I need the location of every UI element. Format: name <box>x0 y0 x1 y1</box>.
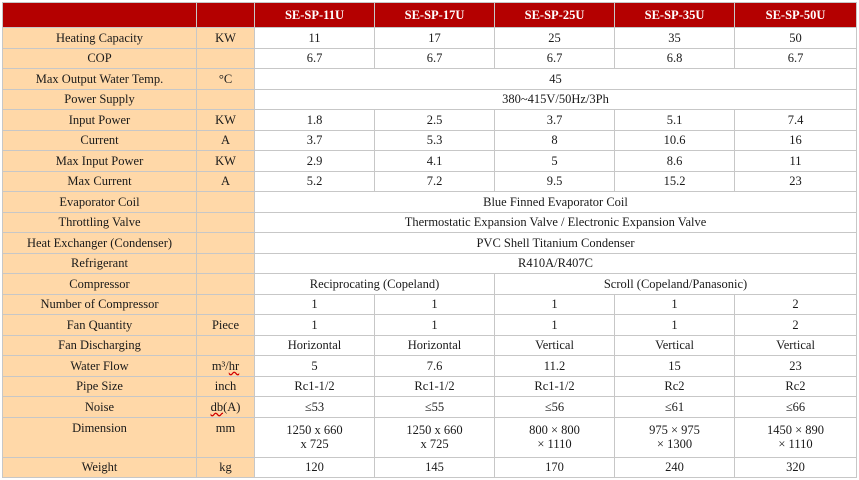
spec-value: Vertical <box>735 335 857 356</box>
spec-row <box>3 151 857 172</box>
model-header: SE-SP-25U <box>495 3 615 28</box>
spec-value: 800 × 800 × 1110 <box>495 417 615 457</box>
spec-label: Fan Quantity <box>3 315 197 336</box>
spec-unit: °C <box>197 69 255 90</box>
spec-unit: inch <box>197 376 255 397</box>
spec-value: ≤55 <box>375 397 495 418</box>
spec-row <box>3 233 857 254</box>
spec-label: Noise <box>3 397 197 418</box>
spec-value: 5.1 <box>615 110 735 131</box>
spec-row <box>3 397 857 418</box>
spec-value: 8.6 <box>615 151 735 172</box>
spec-unit <box>197 335 255 356</box>
spec-value: Rc1-1/2 <box>495 376 615 397</box>
spec-row <box>3 89 857 110</box>
spec-value: 1 <box>495 294 615 315</box>
spec-value: ≤53 <box>255 397 375 418</box>
spec-row <box>3 69 857 90</box>
spec-unit <box>197 274 255 295</box>
spec-row <box>3 48 857 69</box>
spec-unit <box>197 253 255 274</box>
spec-unit <box>197 89 255 110</box>
spec-value: 8 <box>495 130 615 151</box>
spec-value: Rc1-1/2 <box>375 376 495 397</box>
spec-label: Current <box>3 130 197 151</box>
spec-value: 6.7 <box>255 48 375 69</box>
spec-value: 2 <box>735 294 857 315</box>
spec-value: 3.7 <box>495 110 615 131</box>
spec-value: 5.3 <box>375 130 495 151</box>
spec-value: 2.5 <box>375 110 495 131</box>
spec-value: 11.2 <box>495 356 615 377</box>
spec-value: ≤56 <box>495 397 615 418</box>
spec-unit: A <box>197 171 255 192</box>
spec-value: 5 <box>255 356 375 377</box>
spec-value: 25 <box>495 28 615 49</box>
spec-value: 7.4 <box>735 110 857 131</box>
spec-value: Horizontal <box>255 335 375 356</box>
spec-value: 16 <box>735 130 857 151</box>
spec-unit: m³/hr <box>197 356 255 377</box>
spec-unit: KW <box>197 110 255 131</box>
spec-value: 1250 x 660 x 725 <box>375 417 495 457</box>
spec-value: Vertical <box>615 335 735 356</box>
spec-unit: KW <box>197 28 255 49</box>
spec-row <box>3 417 857 457</box>
spec-value: 1 <box>375 315 495 336</box>
spec-row <box>3 274 857 295</box>
spec-unit: KW <box>197 151 255 172</box>
spec-value: Vertical <box>495 335 615 356</box>
spec-label: Dimension <box>3 417 197 457</box>
spec-row <box>3 171 857 192</box>
spec-value: 23 <box>735 171 857 192</box>
spec-value: 1250 x 660 x 725 <box>255 417 375 457</box>
spec-value: 1 <box>615 315 735 336</box>
spec-value: 5 <box>495 151 615 172</box>
spec-value: 6.7 <box>495 48 615 69</box>
spec-value: Rc2 <box>735 376 857 397</box>
spec-value-merged: 45 <box>255 69 857 90</box>
spec-label: Heat Exchanger (Condenser) <box>3 233 197 254</box>
spec-value-merged: Reciprocating (Copeland) <box>255 274 495 295</box>
spec-value: 11 <box>735 151 857 172</box>
spec-value-merged: 380~415V/50Hz/3Ph <box>255 89 857 110</box>
spec-label: Fan Discharging <box>3 335 197 356</box>
spec-label: Max Output Water Temp. <box>3 69 197 90</box>
spec-row <box>3 253 857 274</box>
model-header: SE-SP-11U <box>255 3 375 28</box>
spec-label: Water Flow <box>3 356 197 377</box>
header-blank <box>3 3 197 28</box>
spec-row <box>3 457 857 478</box>
spec-label: Refrigerant <box>3 253 197 274</box>
spec-label: Max Input Power <box>3 151 197 172</box>
spec-row <box>3 212 857 233</box>
model-header: SE-SP-35U <box>615 3 735 28</box>
spec-value: 35 <box>615 28 735 49</box>
spec-label: Max Current <box>3 171 197 192</box>
spec-value: 975 × 975 × 1300 <box>615 417 735 457</box>
spec-row <box>3 192 857 213</box>
spec-value: ≤61 <box>615 397 735 418</box>
spec-value: 50 <box>735 28 857 49</box>
spec-label: Evaporator Coil <box>3 192 197 213</box>
spec-row <box>3 376 857 397</box>
spec-value: Rc2 <box>615 376 735 397</box>
spec-value: 145 <box>375 457 495 478</box>
spec-value: 2.9 <box>255 151 375 172</box>
spec-value: 1 <box>255 315 375 336</box>
spec-value: Horizontal <box>375 335 495 356</box>
spec-value: 1 <box>615 294 735 315</box>
spec-value-merged: Thermostatic Expansion Valve / Electronic Expansion Valve <box>255 212 857 233</box>
spec-value: 11 <box>255 28 375 49</box>
spec-value: 15.2 <box>615 171 735 192</box>
spec-label: COP <box>3 48 197 69</box>
spec-value: 9.5 <box>495 171 615 192</box>
model-header: SE-SP-17U <box>375 3 495 28</box>
spec-label: Power Supply <box>3 89 197 110</box>
spec-unit <box>197 192 255 213</box>
spec-unit <box>197 294 255 315</box>
spec-label: Number of Compressor <box>3 294 197 315</box>
spec-value: 17 <box>375 28 495 49</box>
spec-value: 120 <box>255 457 375 478</box>
header-blank-unit <box>197 3 255 28</box>
spec-value: 6.8 <box>615 48 735 69</box>
spec-row <box>3 28 857 49</box>
spec-unit: mm <box>197 417 255 457</box>
spec-value: 4.1 <box>375 151 495 172</box>
spec-value-merged: Scroll (Copeland/Panasonic) <box>495 274 857 295</box>
spec-value: 1 <box>255 294 375 315</box>
spec-label: Input Power <box>3 110 197 131</box>
spec-value: 3.7 <box>255 130 375 151</box>
spec-value: 1 <box>375 294 495 315</box>
spec-value: 10.6 <box>615 130 735 151</box>
spec-value: 170 <box>495 457 615 478</box>
spec-unit <box>197 233 255 254</box>
spec-value: 1.8 <box>255 110 375 131</box>
spec-value: 320 <box>735 457 857 478</box>
spec-unit <box>197 48 255 69</box>
spec-label: Weight <box>3 457 197 478</box>
spec-value: 1 <box>495 315 615 336</box>
spec-value: 15 <box>615 356 735 377</box>
spec-value: 240 <box>615 457 735 478</box>
spec-value: 6.7 <box>375 48 495 69</box>
spec-body <box>3 28 857 478</box>
spec-value: Rc1-1/2 <box>255 376 375 397</box>
spec-value: 6.7 <box>735 48 857 69</box>
spec-row <box>3 294 857 315</box>
spec-unit <box>197 212 255 233</box>
spec-unit: Piece <box>197 315 255 336</box>
spec-value: 7.6 <box>375 356 495 377</box>
spec-label: Pipe Size <box>3 376 197 397</box>
spec-value-merged: R410A/R407C <box>255 253 857 274</box>
spec-label: Throttling Valve <box>3 212 197 233</box>
spec-value: 2 <box>735 315 857 336</box>
spec-row <box>3 130 857 151</box>
spec-unit: db(A) <box>197 397 255 418</box>
spec-value: 5.2 <box>255 171 375 192</box>
spec-value: 23 <box>735 356 857 377</box>
spec-label: Compressor <box>3 274 197 295</box>
spec-row <box>3 335 857 356</box>
spec-value-merged: PVC Shell Titanium Condenser <box>255 233 857 254</box>
model-header: SE-SP-50U <box>735 3 857 28</box>
spec-label: Heating Capacity <box>3 28 197 49</box>
spec-value: ≤66 <box>735 397 857 418</box>
spec-value-merged: Blue Finned Evaporator Coil <box>255 192 857 213</box>
spec-table <box>2 2 857 478</box>
spec-unit: A <box>197 130 255 151</box>
spec-value: 1450 × 890 × 1110 <box>735 417 857 457</box>
header-row <box>3 3 857 28</box>
spec-row <box>3 315 857 336</box>
spec-unit: kg <box>197 457 255 478</box>
spec-row <box>3 356 857 377</box>
spec-value: 7.2 <box>375 171 495 192</box>
spec-row <box>3 110 857 131</box>
